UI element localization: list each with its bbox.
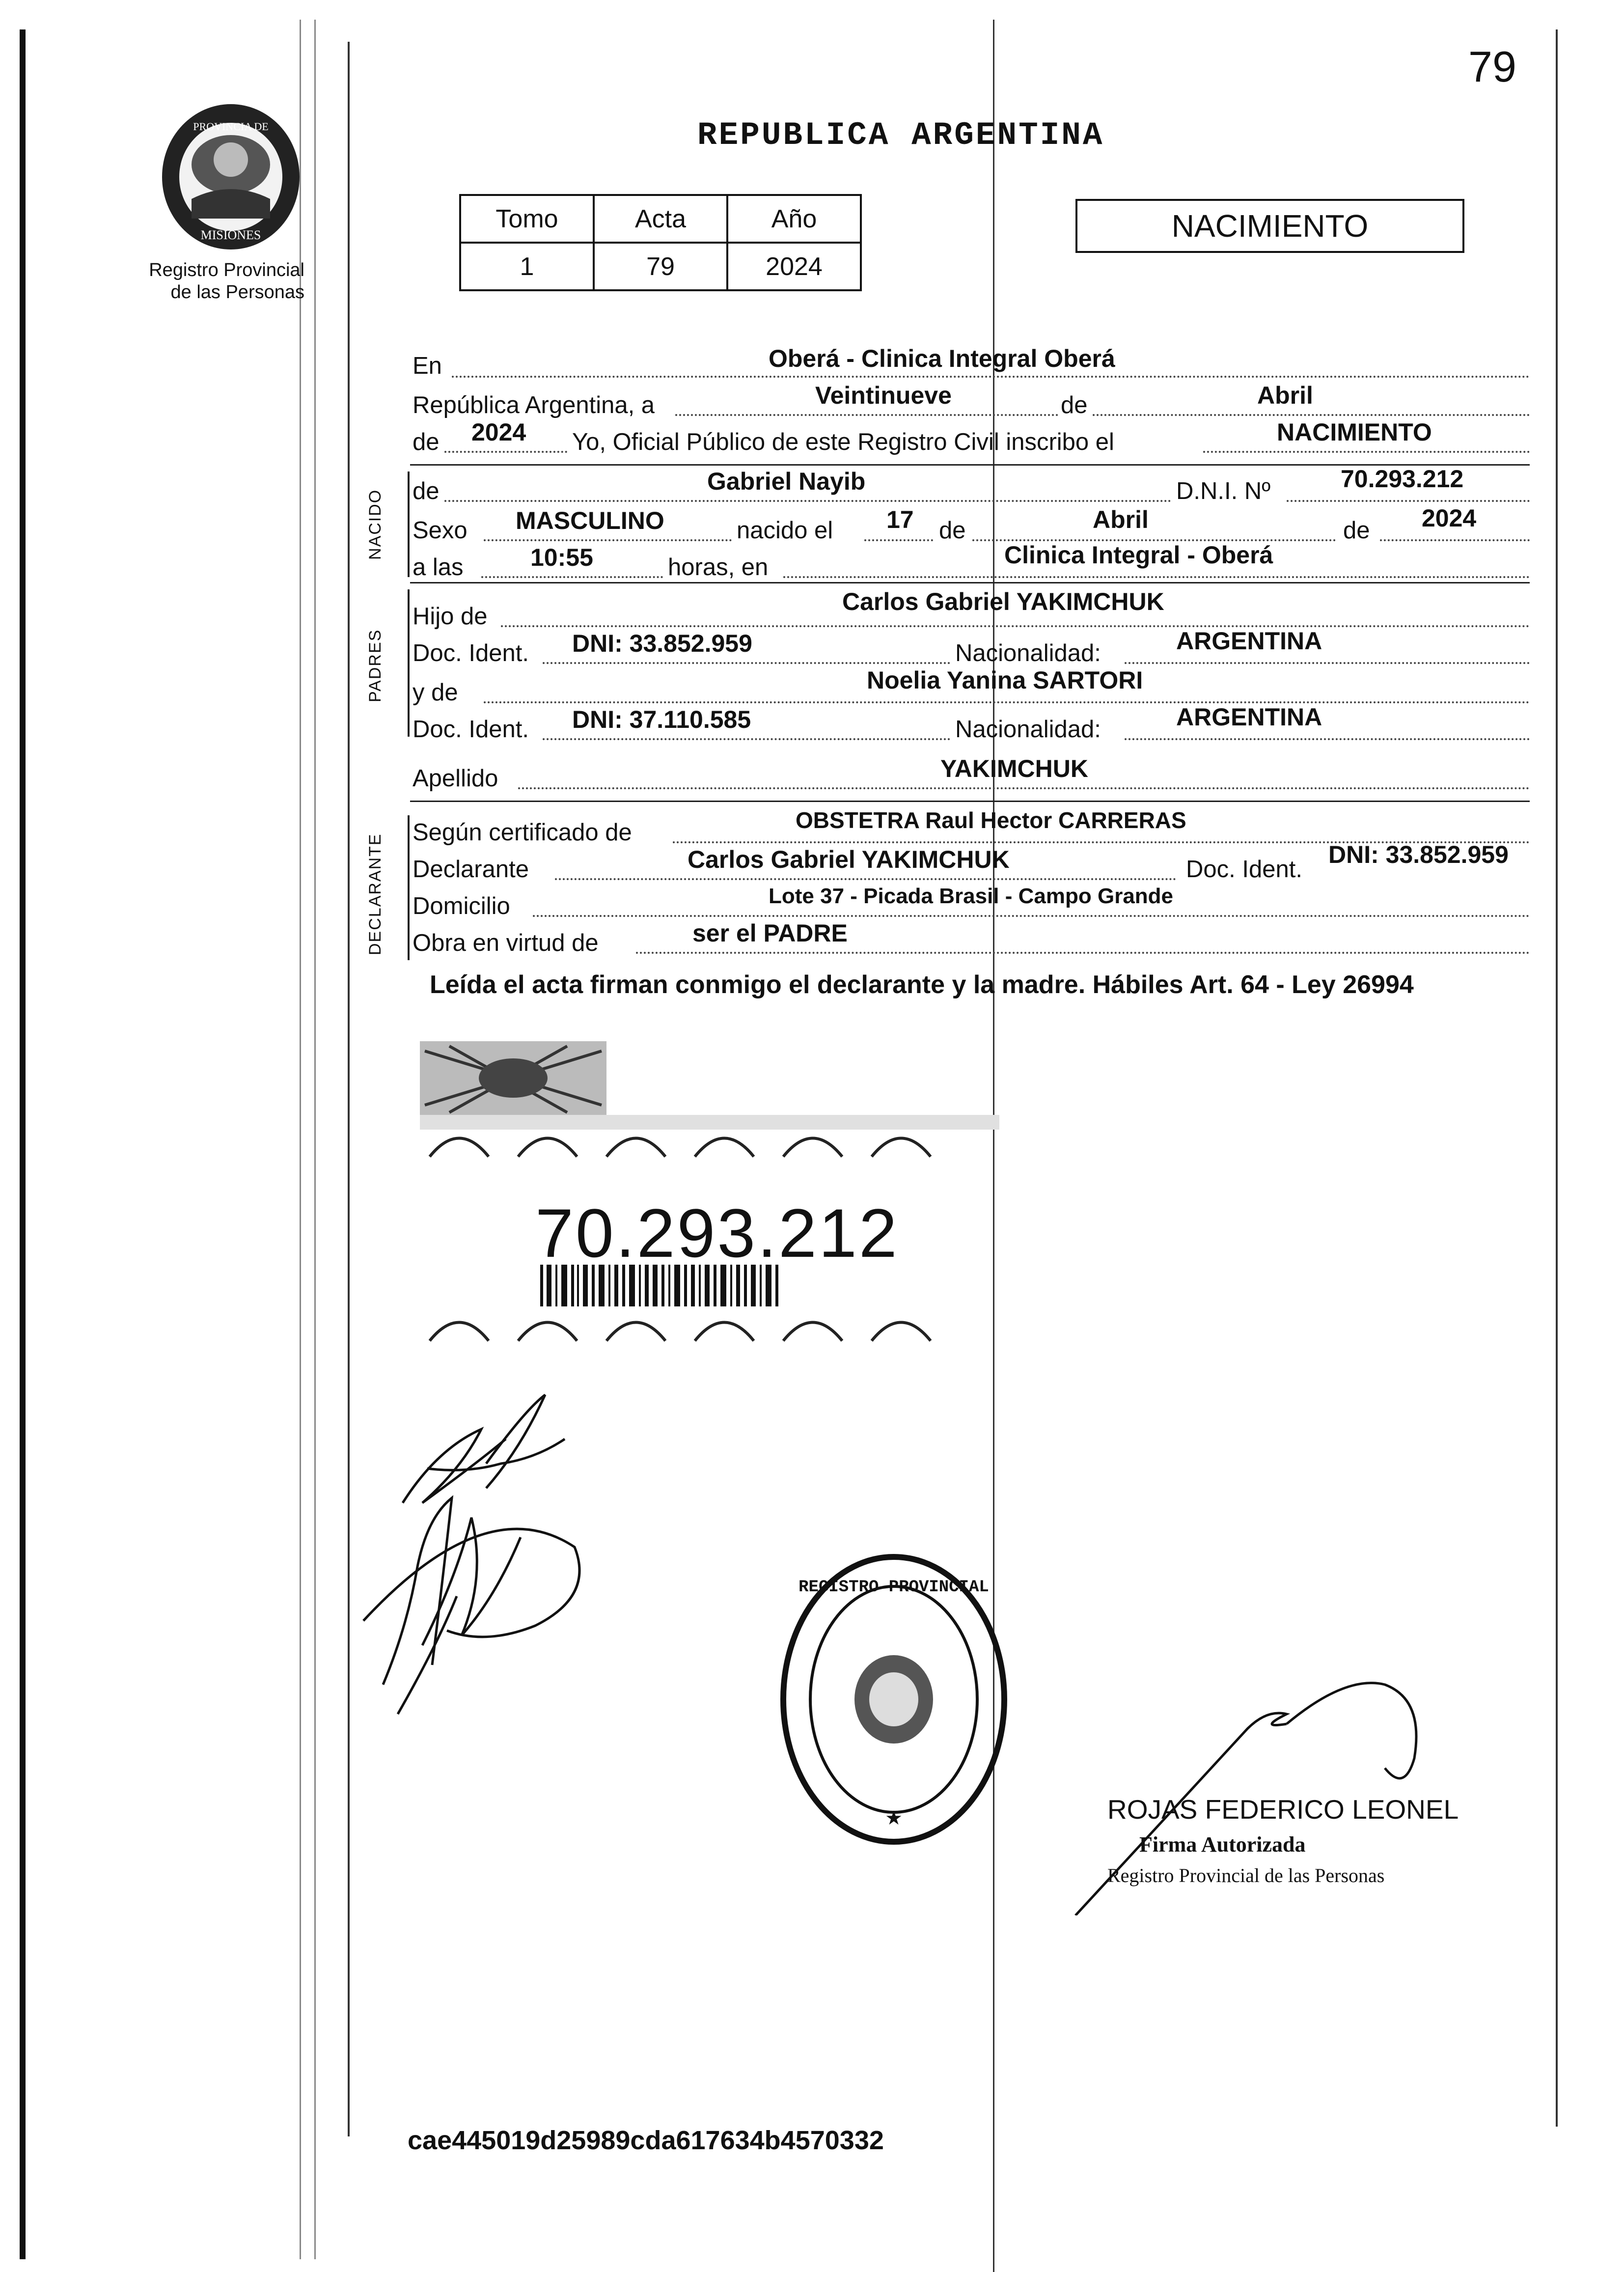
official-stamp — [778, 1552, 1009, 1847]
svg-text:★: ★ — [885, 1807, 903, 1829]
sticker-id-number: 70.293.212 — [535, 1194, 899, 1272]
doc-ident-label-2: Doc. Ident. — [413, 716, 529, 743]
mother-doc-value: DNI: 37.110.585 — [572, 706, 751, 733]
record-value: NACIMIENTO — [1277, 418, 1432, 446]
dotted-line — [1203, 451, 1530, 453]
nacido-de-label-2: de — [939, 517, 966, 544]
nacido-de-label: de — [413, 478, 440, 504]
obra-value: ser el PADRE — [692, 919, 848, 947]
dotted-line — [636, 952, 1530, 954]
father-doc-value: DNI: 33.852.959 — [572, 630, 752, 657]
year-value: 2024 — [471, 418, 526, 446]
page-number: 79 — [1468, 42, 1516, 91]
obra-label: Obra en virtud de — [413, 930, 599, 956]
acta-header: Acta — [594, 195, 727, 243]
declarant-signature — [339, 1390, 614, 1744]
dotted-line — [452, 376, 1530, 378]
section-rule — [410, 801, 1530, 802]
anio-header: Año — [727, 195, 861, 243]
anio-value: 2024 — [727, 243, 861, 290]
dotted-line — [1380, 539, 1530, 541]
padres-bracket — [408, 589, 410, 737]
certificado-value: OBSTETRA Raul Hector CARRERAS — [796, 807, 1186, 833]
dotted-line — [555, 878, 1176, 880]
padres-section-label: PADRES — [366, 629, 385, 702]
dotted-line — [444, 451, 567, 453]
republica-label: República Argentina, a — [413, 392, 655, 418]
dotted-line — [533, 915, 1530, 917]
day-value: Veintinueve — [815, 382, 952, 409]
oficial-text: Yo, Oficial Público de este Registro Civil inscribo el — [572, 429, 1114, 455]
svg-text:MISIONES: MISIONES — [200, 228, 261, 242]
dotted-line — [501, 625, 1530, 627]
svg-text:PROVINCIA DE: PROVINCIA DE — [193, 120, 269, 133]
document-title: REPUBLICA ARGENTINA — [697, 117, 1104, 154]
child-name-value: Gabriel Nayib — [707, 468, 866, 495]
alas-label: a las — [413, 554, 464, 581]
tomo-value: 1 — [460, 243, 594, 290]
declarante-doc-value: DNI: 33.852.959 — [1328, 841, 1509, 868]
declarante-section-label: DECLARANTE — [366, 833, 385, 955]
birth-place-value: Clinica Integral - Oberá — [1004, 541, 1273, 569]
en-label: En — [413, 353, 442, 379]
de-label: de — [1061, 392, 1088, 418]
dotted-line — [1125, 662, 1530, 664]
registry-table — [459, 194, 862, 291]
month-value: Abril — [1257, 382, 1313, 409]
place-value: Oberá - Clinica Integral Oberá — [769, 345, 1115, 372]
signer-org: Registro Provincial de las Personas — [1107, 1864, 1385, 1886]
dotted-line — [481, 576, 663, 578]
mother-name-value: Noelia Yanina SARTORI — [867, 666, 1143, 694]
sexo-label: Sexo — [413, 517, 468, 544]
closing-text: Leída el acta firman conmigo el declarante y la madre. Hábiles Art. 64 - Ley 26994 — [430, 970, 1414, 999]
birth-day-value: 17 — [886, 506, 914, 533]
signer-name: ROJAS FEDERICO LEONEL — [1107, 1794, 1459, 1825]
logo-caption — [133, 259, 304, 304]
hijo-de-label: Hijo de — [413, 603, 488, 630]
dotted-line — [1093, 414, 1530, 416]
dotted-line — [675, 414, 1058, 416]
left-margin-border — [20, 29, 26, 2259]
dotted-line — [444, 500, 1171, 502]
father-name-value: Carlos Gabriel YAKIMCHUK — [842, 588, 1164, 615]
record-type-box: NACIMIENTO — [1075, 199, 1464, 253]
logo-caption-line1: Registro Provincial — [149, 260, 304, 280]
svg-text:REGISTRO PROVINCIAL: REGISTRO PROVINCIAL — [798, 1578, 989, 1597]
nacido-section-label: NACIDO — [366, 489, 385, 560]
horas-label: horas, en — [668, 554, 769, 581]
logo-caption-line2: de las Personas — [170, 282, 304, 303]
child-dni-value: 70.293.212 — [1341, 465, 1464, 493]
sexo-value: MASCULINO — [516, 507, 664, 534]
mother-nationality-value: ARGENTINA — [1176, 703, 1322, 731]
doc-ident-label: Doc. Ident. — [413, 640, 529, 666]
content-right-border — [1556, 29, 1558, 2127]
birth-year-value: 2024 — [1422, 504, 1477, 532]
de2-label: de — [413, 429, 440, 455]
nacionalidad-label-2: Nacionalidad: — [955, 716, 1101, 743]
acta-value: 79 — [594, 243, 727, 290]
apellido-label: Apellido — [413, 765, 498, 792]
declarante-bracket — [408, 815, 410, 960]
declarante-label: Declarante — [413, 856, 529, 883]
province-seal-logo — [157, 101, 304, 253]
nacionalidad-label: Nacionalidad: — [955, 640, 1101, 666]
dotted-line — [543, 662, 950, 664]
declarante-value: Carlos Gabriel YAKIMCHUK — [688, 846, 1010, 873]
nacido-de-label-3: de — [1343, 517, 1370, 544]
verification-hash: cae445019d25989cda617634b4570332 — [408, 2126, 884, 2155]
dotted-line — [518, 787, 1530, 789]
dotted-line — [1287, 500, 1530, 502]
birth-hour-value: 10:55 — [530, 544, 593, 571]
domicilio-value: Lote 37 - Picada Brasil - Campo Grande — [769, 884, 1174, 908]
dni-label: D.N.I. Nº — [1176, 478, 1271, 504]
domicilio-label: Domicilio — [413, 893, 510, 919]
father-nationality-value: ARGENTINA — [1176, 627, 1322, 655]
nacido-bracket — [408, 471, 410, 577]
certificado-label: Según certificado de — [413, 819, 632, 846]
binding-line-1 — [300, 20, 301, 2259]
dotted-line — [1125, 738, 1530, 740]
dotted-line — [484, 539, 732, 541]
content-left-border — [348, 42, 350, 2136]
section-rule — [410, 582, 1530, 583]
declarante-doc-label: Doc. Ident. — [1186, 856, 1302, 883]
dotted-line — [484, 701, 1530, 703]
binding-line-2 — [314, 20, 316, 2259]
y-de-label: y de — [413, 679, 458, 706]
tomo-header: Tomo — [460, 195, 594, 243]
dotted-line — [864, 539, 933, 541]
signer-role: Firma Autorizada — [1139, 1832, 1306, 1856]
birth-month-value: Abril — [1093, 506, 1149, 533]
nacido-el-label: nacido el — [737, 517, 833, 544]
apellido-value: YAKIMCHUK — [940, 755, 1088, 782]
dotted-line — [783, 576, 1530, 578]
dotted-line — [543, 738, 950, 740]
